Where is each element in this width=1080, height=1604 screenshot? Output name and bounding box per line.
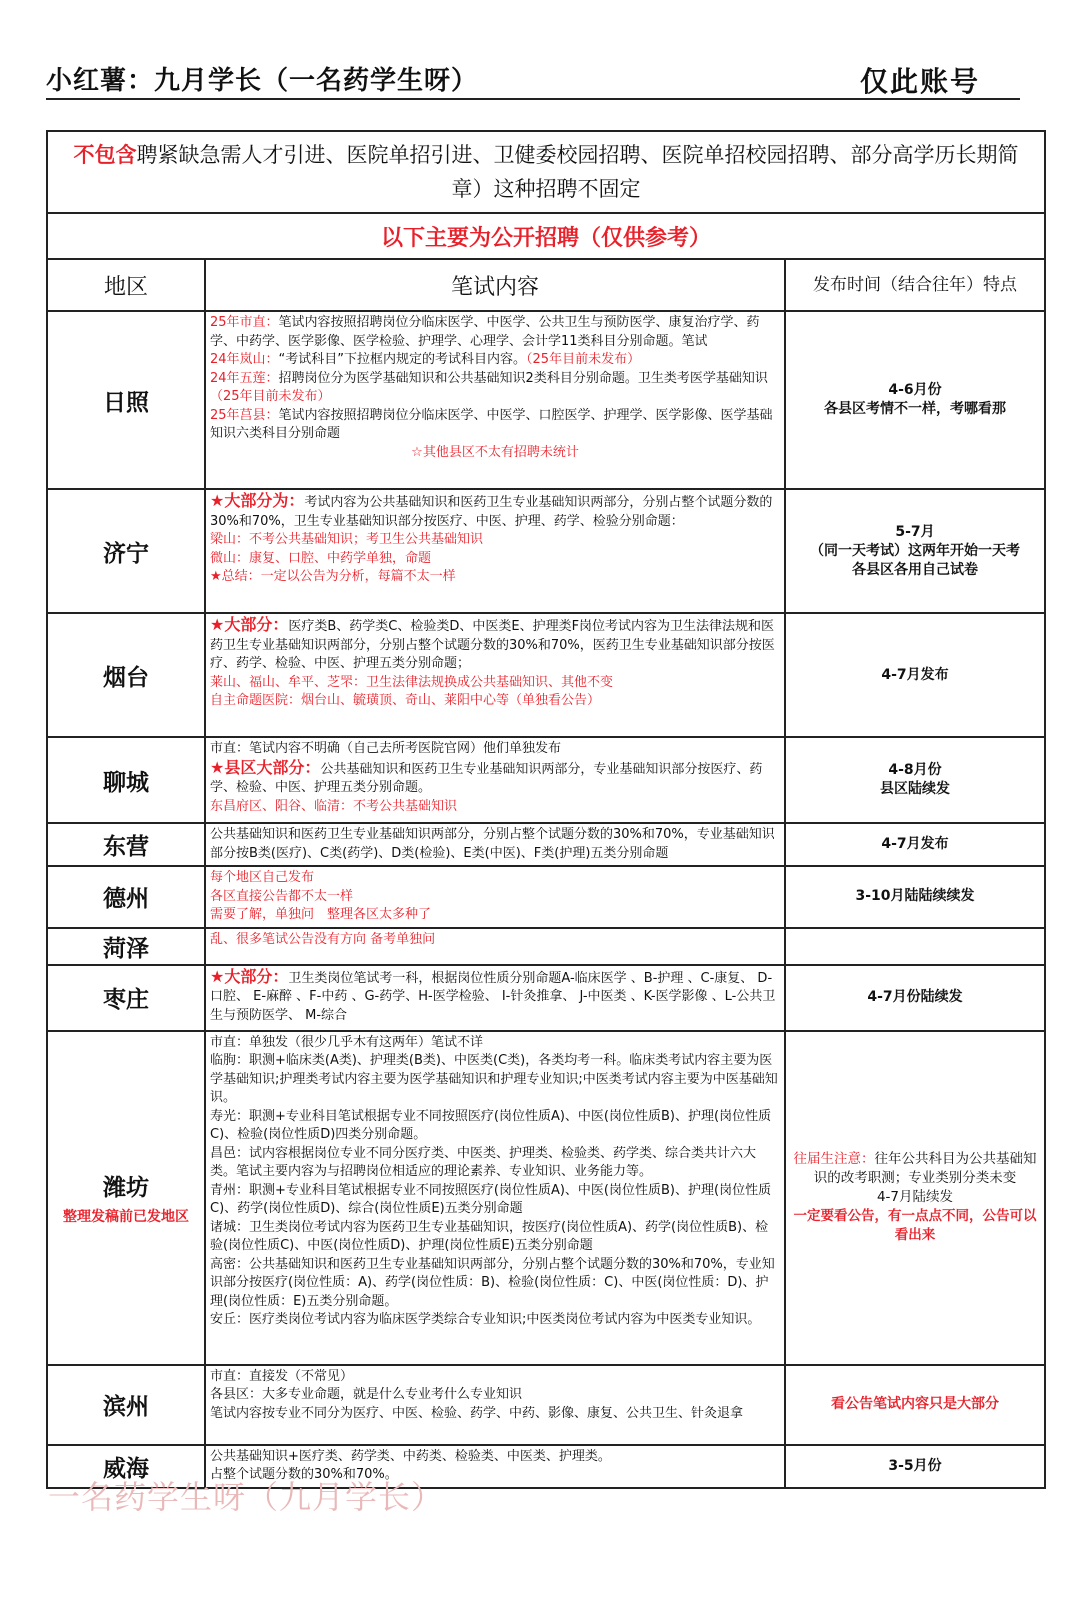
line-text: 笔试内容按照招聘岗位分临床医学、中医学、公共卫生与预防医学、康复治疗学、药学、中药学、医学影像、医学检验、护理学、心理学、会计学11类科目分别命题。笔试 <box>210 315 760 349</box>
region-cell: 威海 <box>47 1445 205 1488</box>
content-cell <box>205 1031 785 1365</box>
region-cell: 日照 <box>47 311 205 489</box>
table-row <box>47 866 1045 928</box>
line-text: 考试内容为公共基础知识和医药卫生专业基础知识两部分，分别占整个试题分数的30%和70%，卫生专业基础知识部分按医疗、中医、护理、药学、检验分别命题： <box>210 495 773 529</box>
content-cell: 乱、很多笔试公告没有方向 备考单独问 <box>205 928 785 965</box>
region-cell <box>47 1031 205 1365</box>
content-cell <box>205 311 785 489</box>
line-label: 25年市直： <box>210 315 279 330</box>
content-cell <box>205 737 785 823</box>
line-label: ★大部分为： <box>210 491 305 510</box>
time-cell: 3-5月份 <box>785 1445 1045 1488</box>
region-cell: 菏泽 <box>47 928 205 965</box>
time-text: 4-7月发布 <box>881 666 949 683</box>
line-text: 梁山：不考公共基础知识；考卫生公共基础知识 <box>210 532 484 547</box>
line-text: 需要了解，单独问 整理各区太多种了 <box>210 907 432 922</box>
time-text: 往年公共科目为公共基础知识的改考职测；专业类别分类未变 <box>813 1151 1037 1186</box>
region-cell: 聊城 <box>47 737 205 823</box>
table-row <box>47 1031 1045 1365</box>
line-note: （25年目前未发布） <box>210 389 331 404</box>
line-text: 笔试内容按专业不同分为医疗、中医、检验、药学、中药、影像、康复、公共卫生、针灸退拿 <box>210 1405 744 1421</box>
time-cell <box>785 311 1045 489</box>
line-text: 市直：笔试内容不明确（自己去所考医院官网）他们单独发布 <box>210 741 562 756</box>
line-label: ★大部分： <box>210 615 289 634</box>
content-cell: 公共基础知识和医药卫生专业基础知识两部分，分别占整个试题分数的30%和70%，专业基础知识部分按B类(医疗)、C类(药学)、D类(检验)、E类(中医)、F类(护理)五类分别命题 <box>205 823 785 866</box>
time-cell: 4-7月份陆续发 <box>785 965 1045 1031</box>
content-cell <box>205 489 785 613</box>
notice-cell <box>47 131 1045 213</box>
line-text: 卫生类岗位笔试考一科，根据岗位性质分别命题A-临床医学 、B-护理 、C-康复、 D-口腔、 E-麻醉 、F-中药 、G-药学、H-医学检验、 I-针灸推拿、 J-中医类 、K-医学影像 、L-公共卫生与预防医学、 M-综合 <box>210 970 776 1023</box>
table-row <box>47 613 1045 737</box>
content-cell <box>205 1365 785 1445</box>
page-header <box>46 50 1020 100</box>
content-cell <box>205 866 785 928</box>
content-cell <box>205 613 785 737</box>
line-text: 各县区：大多专业命题，就是什么专业考什么专业知识 <box>210 1387 523 1402</box>
line-text: 自主命题医院：烟台山、毓璜顶、奇山、莱阳中心等（单独看公告） <box>210 693 601 708</box>
line-text: 医疗类B、药学类C、检验类D、中医类E、护理类F岗位考试内容为卫生法律法规和医药卫生专业基础知识两部分，分别占整个试题分数的30%和70%，医药卫生专业基础知识部分按医疗、药学、检验、中医、护理五类分别命题； <box>210 619 775 671</box>
time-cell <box>785 928 1045 965</box>
line-text: 招聘岗位分为医学基础知识和公共基础知识2类科目分别命题。卫生类考医学基础知识 <box>278 370 768 386</box>
time-cell <box>785 737 1045 823</box>
line-text: 每个地区自己发布 <box>210 870 315 885</box>
line-text: 昌邑：试内容根据岗位专业不同分医疗类、中医类、护理类、检验类、药学类、综合类共计六大类。笔试主要内容为与招聘岗位相适应的理论素养、专业知识、业务能力等。 <box>210 1145 757 1179</box>
line-text: 各区直接公告都不太一样 <box>210 888 354 904</box>
line-text: 公共基础知识和医药卫生专业基础知识两部分，专业基础知识部分按医疗、药学、检验、中医、护理五类分别命题。 <box>210 761 763 795</box>
line-label: ★大部分： <box>210 966 289 986</box>
time-cell <box>785 1031 1045 1365</box>
content-cell <box>205 965 785 1031</box>
line-text: 莱山、福山、牟平、芝罘：卫生法律法规换成公共基础知识、其他不变 <box>210 674 614 690</box>
line-note: ☆其他县区不太有招聘未统计 <box>411 444 579 460</box>
line-text: 市直：单独发（很少几乎木有这两年）笔试不详 <box>210 1034 484 1050</box>
line-text: 市直：直接发（不常见） <box>210 1368 354 1384</box>
table-row <box>47 965 1045 1031</box>
line-text: 安丘：医疗类岗位考试内容为临床医学类综合专业知识;中医类岗位考试内容为中医类专业知识。 <box>210 1312 761 1327</box>
region-cell: 滨州 <box>47 1365 205 1445</box>
region-cell: 济宁 <box>47 489 205 613</box>
line-text: “考试科目”下拉框内规定的考试科目内容。 <box>278 352 527 367</box>
col-header-content: 笔试内容 <box>205 259 785 311</box>
line-label: 24年五莲： <box>210 370 279 386</box>
line-text: 微山：康复、口腔、中药学单独，命题 <box>210 550 432 566</box>
region-cell: 东营 <box>47 823 205 866</box>
time-cell <box>785 613 1045 737</box>
account-name: 小红薯：九月学长（一名药学生呀） <box>46 66 479 96</box>
time-text: 5-7月 <box>895 523 935 540</box>
time-text: 各县区考情不一样，考哪看那 <box>824 401 1006 417</box>
line-label: ★县区大部分： <box>210 757 321 777</box>
line-text: 占整个试题分数的30%和70%。 <box>210 1467 398 1482</box>
line-text: 寿光：职测+专业科目笔试根据专业不同按照医疗(岗位性质A)、中医(岗位性质B)、护理(岗位性质C)、检验(岗位性质D)四类分别命题。 <box>210 1108 772 1142</box>
region-cell: 烟台 <box>47 613 205 737</box>
table-row <box>47 489 1045 613</box>
line-text: 青州：职测+专业科目笔试根据专业不同按照医疗(岗位性质A)、中医(岗位性质B)、护理(岗位性质C)、药学(岗位性质D)、综合(岗位性质E)五类分别命题 <box>210 1182 772 1216</box>
time-text: 4-7月陆续发 <box>876 1189 954 1205</box>
table-subtitle: 以下主要为公开招聘（仅供参考） <box>47 213 1045 259</box>
time-cell <box>785 489 1045 613</box>
time-cell <box>785 1365 1045 1445</box>
notice-text: 聘紧缺急需人才引进、医院单招引进、卫健委校园招聘、医院单招校园招聘、部分高学历长期简章）这种招聘不固定 <box>136 143 1019 201</box>
col-header-region: 地区 <box>47 259 205 311</box>
time-text: 一定要看公告，有一点点不同，公告可以看出来 <box>793 1208 1037 1243</box>
region-cell: 德州 <box>47 866 205 928</box>
line-text: ★总结：一定以公告为分析，每篇不太一样 <box>210 569 456 584</box>
time-text: 看公告笔试内容只是大部分 <box>831 1396 999 1412</box>
table-row <box>47 311 1045 489</box>
account-note: 仅此账号 <box>859 65 980 98</box>
line-label: 24年岚山： <box>210 352 279 367</box>
watermark-text: 一名药学生呀（九月学长） <box>48 1478 445 1516</box>
line-text: 诸城：卫生类岗位考试内容为医药卫生专业基础知识，按医疗(岗位性质A)、药学(岗位性质B)、检验(岗位性质C)、中医(岗位性质D)、护理(岗位性质E)五类分别命题 <box>210 1219 769 1253</box>
time-text: （同一天考试）这两年开始一天考 <box>810 542 1020 559</box>
notice-red: 不包含 <box>73 142 137 167</box>
time-text: 4-8月份 <box>888 762 942 778</box>
line-text: 笔试内容按照招聘岗位分临床医学、中医学、口腔医学、护理学、医学影像、医学基础知识六类科目分别命题 <box>210 407 773 441</box>
table-row <box>47 1365 1045 1445</box>
line-note: （25年目前未发布） <box>526 352 641 367</box>
line-text: 公共基础知识+医疗类、药学类、中药类、检验类、中医类、护理类。 <box>210 1448 611 1464</box>
time-cell: 3-10月陆陆续续发 <box>785 866 1045 928</box>
col-header-time: 发布时间（结合往年）特点 <box>785 259 1045 311</box>
line-text: 东昌府区、阳谷、临清：不考公共基础知识 <box>210 798 458 814</box>
time-text: 4-6月份 <box>888 382 942 398</box>
time-text: 县区陆续发 <box>880 781 950 797</box>
time-label: 往届生注意： <box>793 1151 875 1167</box>
line-label: 25年莒县： <box>210 407 279 423</box>
time-text: 各县区各用自己试卷 <box>852 561 978 578</box>
table-row <box>47 823 1045 866</box>
region-cell: 枣庄 <box>47 965 205 1031</box>
table-row <box>47 737 1045 823</box>
region-note: 整理发稿前已发地区 <box>63 1209 189 1225</box>
line-text: 高密：公共基础知识和医药卫生专业基础知识两部分，分别占整个试题分数的30%和70%，专业知识部分按医疗(岗位性质：A)、药学(岗位性质：B)、检验(岗位性质：C)、中医(岗位性质：D)、护理(岗位性质：E)五类分别命题。 <box>210 1256 775 1309</box>
region-name: 潍坊 <box>103 1174 149 1201</box>
table-row <box>47 928 1045 965</box>
time-cell: 4-7月发布 <box>785 823 1045 866</box>
line-text: 临朐：职测+临床类(A类)、护理类(B类)、中医类(C类)，各类均考一科。临床类考试内容主要为医学基础知识;护理类考试内容主要为医学基础知识和护理专业知识;中医类考试内容主要为中医基础知识。 <box>210 1053 778 1105</box>
recruitment-table <box>46 130 1046 1489</box>
